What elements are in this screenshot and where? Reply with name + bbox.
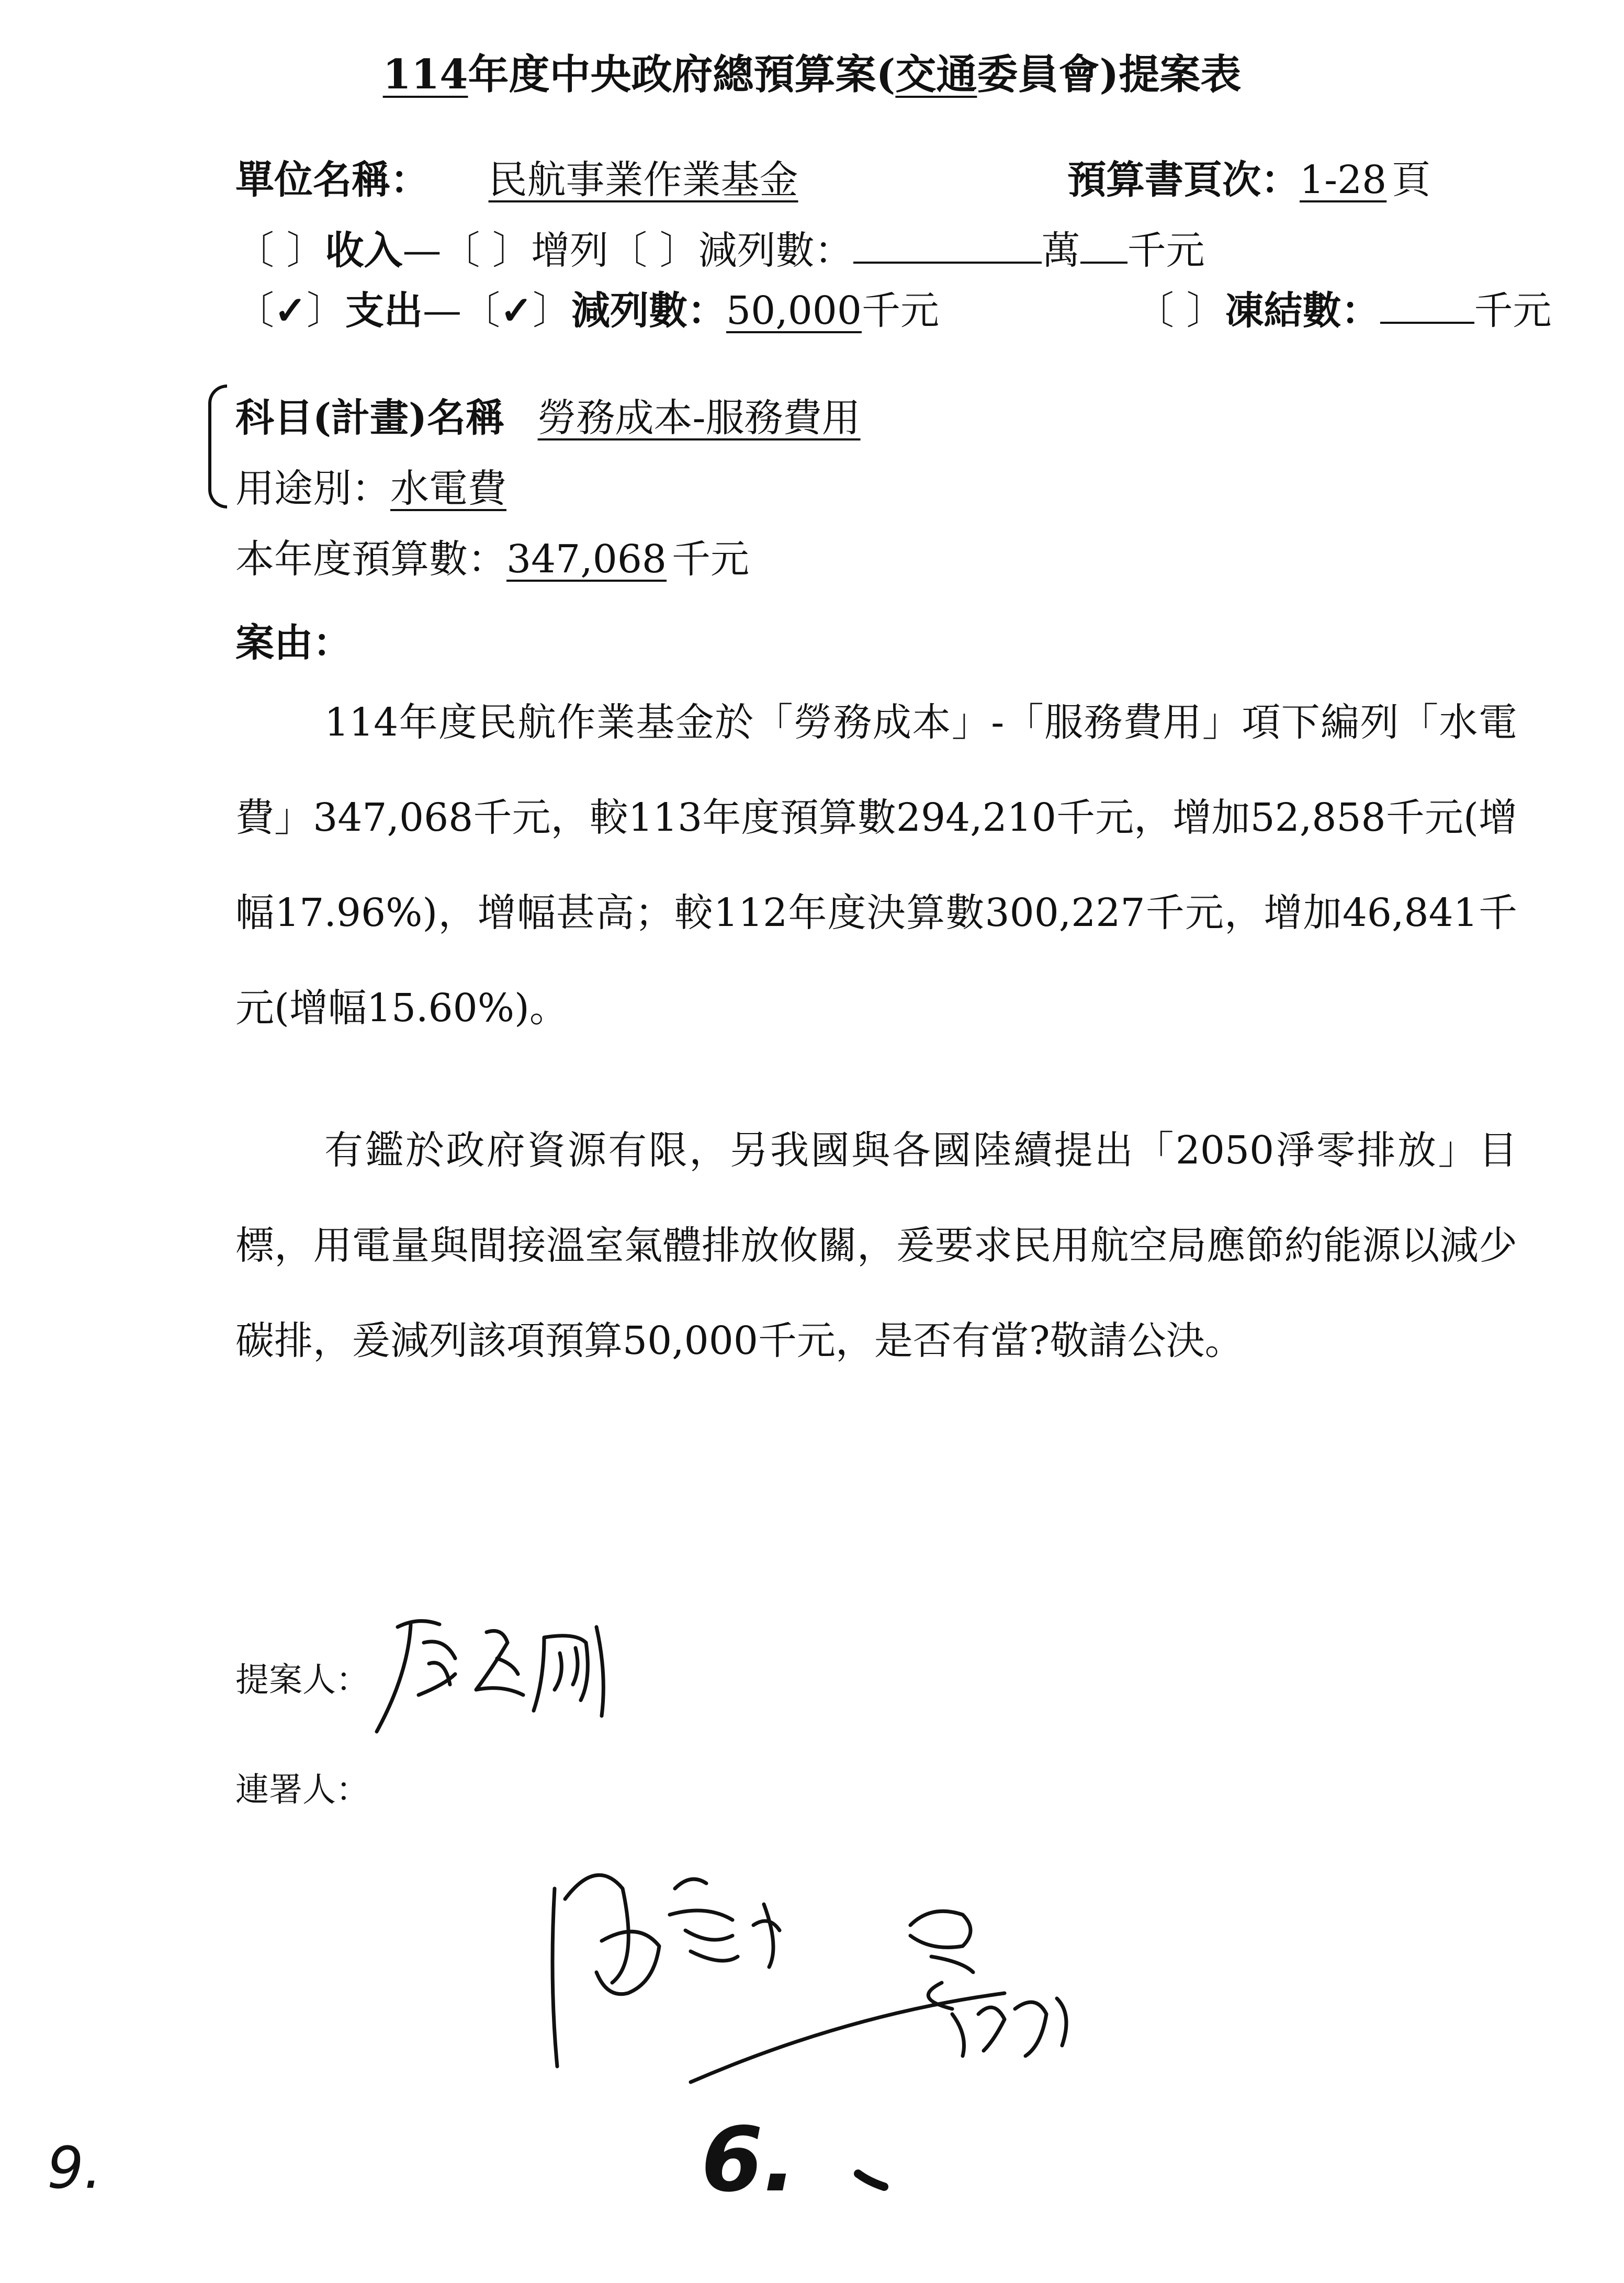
expense-dec-check-icon: ✓ — [500, 288, 533, 333]
page-ref-label: 預算書頁次： — [1067, 157, 1300, 202]
reason-paragraph-2: 有鑑於政府資源有限，另我國與各國陸續提出「2050淨零排放」目標，用電量與間接溫室氣體排放攸關，爰要求民用航空局應節約能源以減少碳排，爰減列該項預算50,000千元，是否有當?敬請公決。 — [235, 1128, 1517, 1363]
freeze-blank — [1380, 290, 1474, 324]
expense-decrease-value: 50,000 — [726, 288, 862, 333]
title-suffix: 委員會)提案表 — [977, 51, 1242, 98]
expense-decrease-unit: 千元 — [861, 288, 939, 333]
proposer-signature — [366, 1596, 680, 1753]
income-decrease: 減列數： — [698, 228, 853, 273]
budget-label: 本年度預算數： — [235, 537, 506, 582]
title-year: 114 — [382, 51, 468, 98]
reason-paragraph-1: 114年度民航作業基金於「勞務成本」-「服務費用」項下編列「水電費」347,068千元，較113年度預算數294,210千元，增加52,858千元(增幅17.96%)，增幅甚高；較112年度決算數300,227千元，增加46,841千元(增幅15.60%)。 — [235, 700, 1517, 1031]
freeze-label: 凍結數： — [1225, 288, 1380, 333]
expense-bracket-close: 〕 — [307, 288, 346, 333]
expense-dec-bracket-open: 〔 — [461, 288, 501, 333]
unit-line — [235, 149, 798, 205]
reason-body — [235, 675, 1517, 1388]
page-ref-line — [1067, 149, 1430, 205]
unit-value: 民航事業作業基金 — [488, 157, 798, 202]
use-value: 水電費 — [390, 466, 506, 511]
use-line — [235, 458, 506, 513]
income-line — [235, 220, 1205, 275]
subject-label: 科目(計畫)名稱 — [235, 395, 505, 440]
freeze-bracket: 〔 〕 — [1135, 288, 1225, 333]
subject-value: 勞務成本-服務費用 — [537, 395, 861, 440]
margin-mark-center: 6. — [701, 2108, 797, 2212]
budget-line — [235, 528, 749, 584]
income-bracket: 〔 〕 — [235, 228, 325, 273]
budget-value: 347,068 — [506, 537, 667, 582]
income-wan: 萬 — [1041, 228, 1080, 273]
page-ref-value: 1-28 — [1300, 157, 1387, 202]
expense-dec-bracket-close: 〕 — [533, 288, 572, 333]
ink-dot-mark — [853, 2166, 895, 2197]
income-inc-bracket: 〔 〕 — [441, 228, 532, 273]
title-committee: 交通 — [895, 51, 977, 98]
cosigner-label: 連署人： — [235, 1771, 369, 1810]
expense-bracket-open: 〔 — [235, 288, 274, 333]
use-label: 用途別： — [235, 466, 390, 511]
margin-mark-left: 9. — [47, 2134, 102, 2201]
expense-dash: — — [423, 288, 462, 333]
subject-brace — [208, 385, 227, 508]
income-wan-blank — [853, 230, 1042, 264]
page-ref-unit: 頁 — [1392, 157, 1431, 202]
income-label: 收入 — [325, 228, 403, 273]
unit-label: 單位名稱： — [235, 157, 429, 202]
expense-line — [235, 280, 939, 335]
expense-check-icon: ✓ — [274, 288, 307, 333]
page-title — [0, 42, 1624, 100]
income-qian-blank — [1080, 230, 1127, 264]
income-dec-bracket: 〔 〕 — [608, 228, 698, 273]
proposer-label: 提案人： — [235, 1661, 369, 1700]
reason-label: 案由： — [235, 620, 352, 665]
expense-decrease-label: 減列數： — [571, 288, 727, 333]
income-qian: 千元 — [1127, 228, 1205, 273]
subject-line — [235, 387, 861, 443]
title-mid: 年度中央政府總預算案( — [468, 51, 896, 98]
expense-label: 支出 — [345, 288, 423, 333]
income-dash: — — [402, 228, 442, 273]
freeze-unit: 千元 — [1474, 288, 1552, 333]
freeze-line — [1135, 280, 1552, 335]
budget-unit: 千元 — [672, 537, 750, 582]
cosigner-signatures — [534, 1826, 1266, 2114]
income-increase: 增列 — [531, 228, 609, 273]
